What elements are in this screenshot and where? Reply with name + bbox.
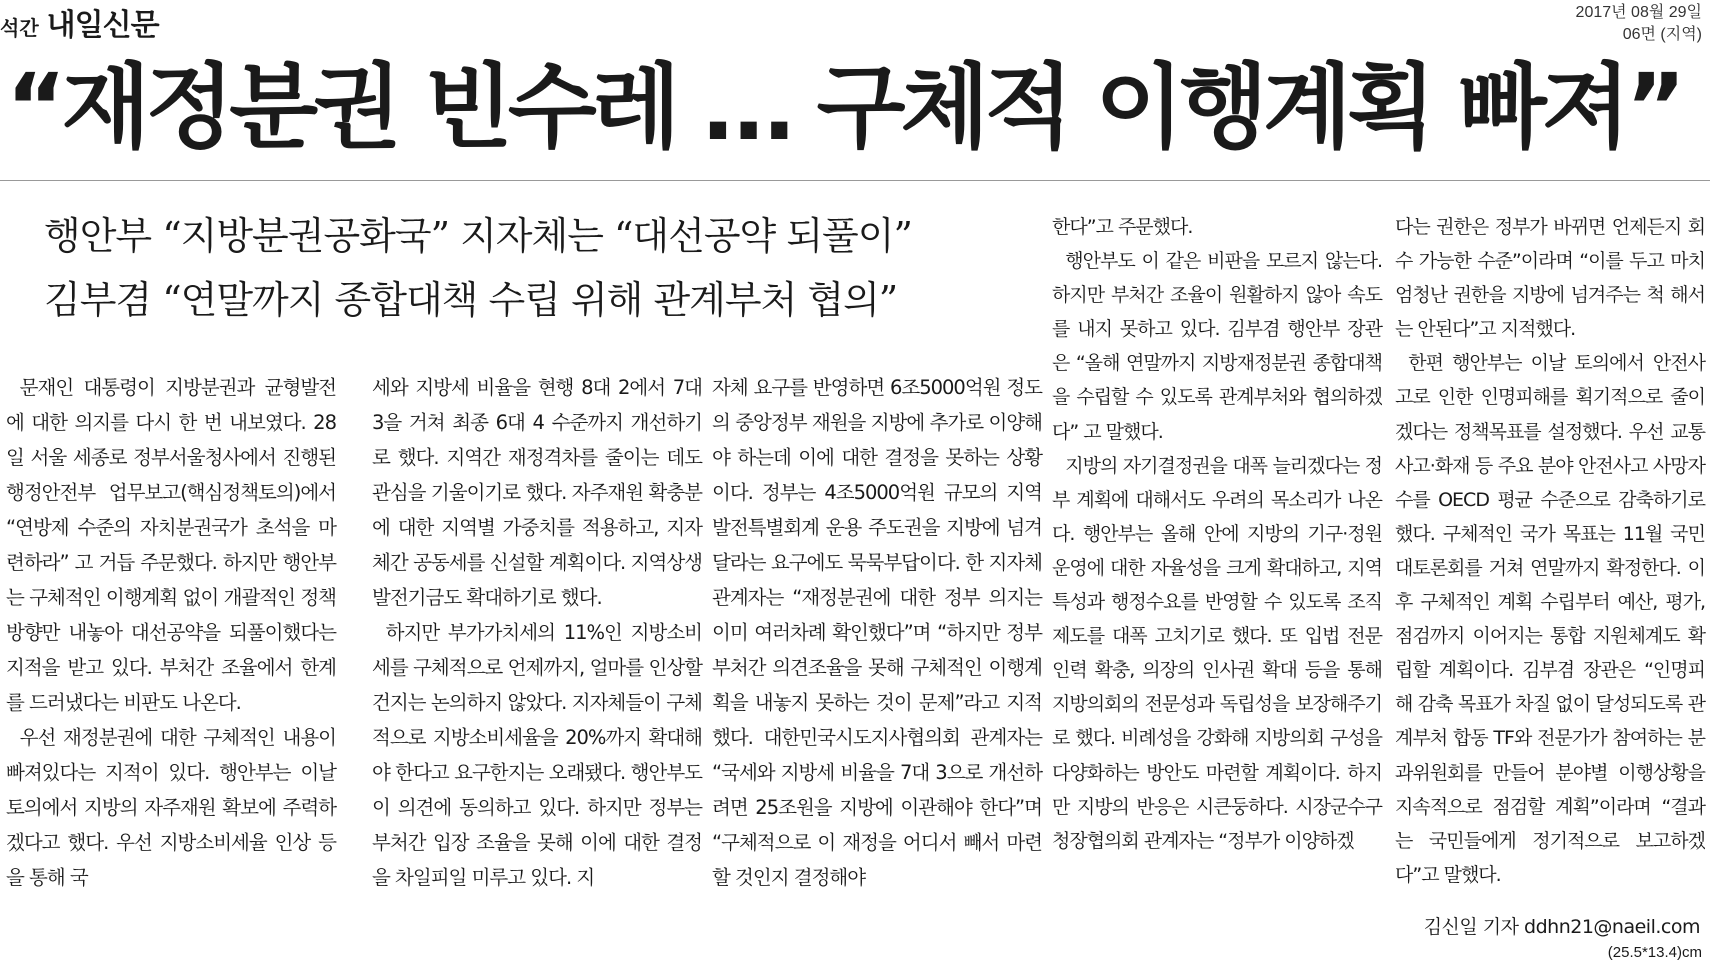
divider bbox=[0, 180, 1710, 181]
paper-name: 내일신문 bbox=[46, 8, 159, 43]
paragraph: 다는 권한은 정부가 바뀌면 언제든지 회수 가능한 수준”이라며 “이를 두고 마치 엄청난 권한을 지방에 넘겨주는 척 해서는 안된다”고 지적했다. bbox=[1395, 216, 1705, 341]
article-column-1 bbox=[6, 370, 336, 895]
issue-meta bbox=[1576, 2, 1702, 46]
masthead bbox=[0, 0, 159, 44]
paragraph: 문재인 대통령이 지방분권과 균형발전에 대한 의지를 다시 한 번 내보였다. 28일 서울 세종로 정부서울청사에서 진행된 행정안전부 업무보고(핵심정책토의)에서 “연방제 수준의 자치분권국가 초석을 마련하라” 고 거듭 주문했다. 하지만 행안부는 구체적인 이행계획 없이 개괄적인 정책방향만 내놓아 대선공약을 되풀이했다는 지적을 받고 있다. 부처간 조율에서 한계를 드러냈다는 비판도 나온다. bbox=[6, 376, 336, 714]
article-column-4 bbox=[1052, 210, 1382, 858]
paragraph: 행안부도 이 같은 비판을 모르지 않는다. 하지만 부처간 조율이 원활하지 않아 속도를 내지 못하고 있다. 김부겸 행안부 장관은 “올해 연말까지 지방재정분권 종합대책을 수립할 수 있도록 관계부처와 협의하겠다” 고 말했다. bbox=[1052, 250, 1382, 443]
paragraph: 세와 지방세 비율을 현행 8대 2에서 7대 3을 거쳐 최종 6대 4 수준까지 개선하기로 했다. 지역간 재정격차를 줄이는 데도 관심을 기울이기로 했다. 자주재원 확충분에 대한 지역별 가중치를 적용하고, 지자체간 공동세를 신설할 계획이다. 지역상생발전기금도 확대하기로 했다. bbox=[372, 376, 702, 609]
paragraph: 하지만 부가가치세의 11%인 지방소비세를 구체적으로 언제까지, 얼마를 인상할 건지는 논의하지 않았다. 지자체들이 구체적으로 지방소비세율을 20%까지 확대해야 한다고 요구한지는 오래됐다. 행안부도 이 의견에 동의하고 있다. 하지만 정부는 부처간 입장 조율을 못해 이에 대한 결정을 차일피일 미루고 있다. 지 bbox=[372, 621, 702, 889]
article-column-3 bbox=[712, 370, 1042, 895]
byline: 김신일 기자 ddhn21@naeil.com bbox=[1423, 916, 1700, 938]
subheadlines bbox=[44, 204, 1034, 332]
subheadline-1: 행안부 “지방분권공화국” 지자체는 “대선공약 되풀이” bbox=[44, 214, 912, 258]
page-section: 06면 (지역) bbox=[1622, 26, 1702, 43]
issue-date: 2017년 08월 29일 bbox=[1575, 4, 1702, 21]
paragraph: 한다”고 주문했다. bbox=[1052, 216, 1193, 238]
size-note: (25.5*13.4)cm bbox=[1607, 944, 1702, 961]
paragraph: 자체 요구를 반영하면 6조5000억원 정도의 중앙정부 재원을 지방에 추가로 이양해야 하는데 이에 대한 결정을 못하는 상황이다. 정부는 4조5000억원 규모의 지역발전특별회계 운용 주도권을 지방에 넘겨달라는 요구에도 묵묵부답이다. 한 지자체 관계자는 “재정분권에 대한 정부 의지는 이미 여러차례 확인했다”며 “하지만 정부 부처간 의견조율을 못해 구체적인 이행계획을 내놓지 못하는 것이 문제”라고 지적했다. 대한민국시도지사협의회 관계자는 “국세와 지방세 비율을 7대 3으로 개선하려면 25조원을 지방에 이관해야 한다”며 “구체적으로 이 재정을 어디서 빼서 마련할 것인지 결정해야 bbox=[712, 376, 1042, 889]
article-column-2 bbox=[372, 370, 702, 895]
edition-label: 석간 bbox=[0, 16, 39, 40]
headline: “재정분권 빈수레 … 구체적 이행계획 빠져” bbox=[6, 54, 1682, 161]
paragraph: 우선 재정분권에 대한 구체적인 내용이 빠져있다는 지적이 있다. 행안부는 이날 토의에서 지방의 자주재원 확보에 주력하겠다고 했다. 우선 지방소비세율 인상 등을 통해 국 bbox=[6, 726, 336, 889]
paragraph: 한편 행안부는 이날 토의에서 안전사고로 인한 인명피해를 획기적으로 줄이겠다는 정책목표를 설정했다. 우선 교통사고·화재 등 주요 분야 안전사고 사망자 수를 OECD 평균 수준으로 감축하기로 했다. 구체적인 국가 목표는 11월 국민 대토론회를 거쳐 연말까지 확정한다. 이후 구체적인 계획 수립부터 예산, 평가, 점검까지 이어지는 통합 지원체계도 확립할 계획이다. 김부겸 장관은 “인명피해 감축 목표가 차질 없이 달성되도록 관계부처 합동 TF와 전문가가 참여하는 분과위원회를 만들어 분야별 이행상황을 지속적으로 점검할 계획”이라며 “결과는 국민들에게 정기적으로 보고하겠다”고 말했다. bbox=[1395, 352, 1705, 886]
paragraph: 지방의 자기결정권을 대폭 늘리겠다는 정부 계획에 대해서도 우려의 목소리가 나온다. 행안부는 올해 안에 지방의 기구·정원 운영에 대한 자율성을 크게 확대하고, 지역특성과 행정수요를 반영할 수 있도록 조직제도를 대폭 고치기로 했다. 또 입법 전문인력 확충, 의장의 인사권 확대 등을 통해 지방의회의 전문성과 독립성을 보장해주기로 했다. 비례성을 강화해 지방의회 구성을 다양화하는 방안도 마련할 계획이다. 하지만 지방의 반응은 시큰둥하다. 시장군수구청장협의회 관계자는 “정부가 이양하겠 bbox=[1052, 454, 1382, 852]
article-column-5 bbox=[1395, 210, 1705, 892]
subheadline-2: 김부겸 “연말까지 종합대책 수립 위해 관계부처 협의” bbox=[44, 278, 898, 322]
